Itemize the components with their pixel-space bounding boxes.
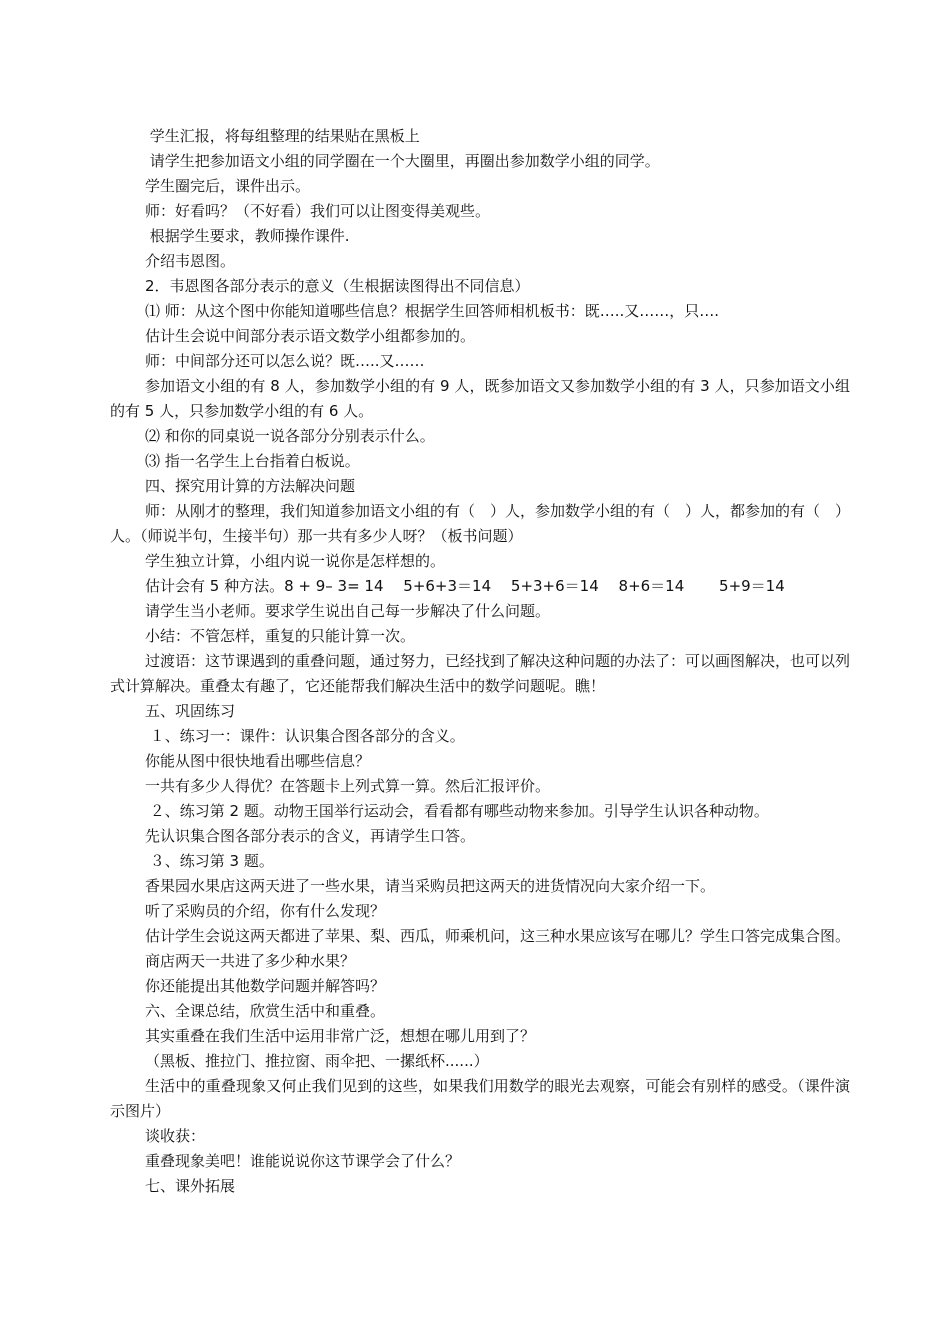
paragraph-4: 师：好看吗？（不好看）我们可以让图变得美观些。 [145, 202, 491, 220]
paragraph-28: 香果园水果店这两天进了一些水果，请当采购员把这两天的进货情况向大家介绍一下。 [145, 877, 716, 895]
paragraph-20: 过渡语：这节课遇到的重叠问题，通过努力，已经找到了解决这种问题的办法了：可以画图解决，也可以列式计算解决。重叠太有趣了，它还能帮我们解决生活中的数学问题呢。瞧！ [110, 652, 851, 695]
paragraph-38: 重叠现象美吧！谁能说说你这节课学会了什么？ [145, 1152, 461, 1170]
paragraph-32: 你还能提出其他数学问题并解答吗？ [145, 977, 386, 995]
section-heading-7: 七、课外拓展 [145, 1177, 236, 1195]
paragraph-18: 请学生当小老师。要求学生说出自己每一步解决了什么问题。 [145, 602, 551, 620]
paragraph-31: 商店两天一共进了多少种水果？ [145, 952, 356, 970]
paragraph-19: 小结：不管怎样，重复的只能计算一次。 [145, 627, 416, 645]
document-body [110, 124, 850, 1199]
paragraph-25: ２、练习第 2 题。动物王国举行运动会，看看都有哪些动物来参加。引导学生认识各种动物。 [145, 802, 769, 820]
section-heading-2: 2．韦恩图各部分表示的意义（生根据读图得出不同信息） [145, 277, 530, 295]
paragraph-30: 估计学生会说这两天都进了苹果、梨、西瓜，师乘机问，这三种水果应该写在哪儿？学生口答完成集合图。 [145, 927, 851, 945]
section-heading-4: 四、探究用计算的方法解决问题 [145, 477, 356, 495]
paragraph-22: １、练习一：课件：认识集合图各部分的含义。 [145, 727, 465, 745]
paragraph-17: 估计会有 5 种方法。8 + 9– 3= 14 5+6+3＝14 5+3+6＝14 8+6＝14 5+9＝14 [145, 577, 785, 595]
paragraph-11: 参加语文小组的有 8 人，参加数学小组的有 9 人，既参加语文又参加数学小组的有 3 人，只参加语文小组的有 5 人，只参加数学小组的有 6 人。 [110, 377, 850, 420]
paragraph-12: ⑵ 和你的同桌说一说各部分分别表示什么。 [145, 427, 435, 445]
paragraph-36: 生活中的重叠现象又何止我们见到的这些，如果我们用数学的眼光去观察，可能会有别样的感受。（课件演示图片） [110, 1077, 850, 1120]
paragraph-3: 学生圈完后，课件出示。 [145, 177, 311, 195]
paragraph-8: ⑴ 师：从这个图中你能知道哪些信息？根据学生回答师相机板书：既…..又……，只…. [145, 302, 720, 320]
paragraph-9: 估计生会说中间部分表示语文数学小组都参加的。 [145, 327, 476, 345]
paragraph-29: 听了采购员的介绍，你有什么发现？ [145, 902, 386, 920]
paragraph-15: 师：从刚才的整理，我们知道参加语文小组的有（ ）人，参加数学小组的有（ ）人，都参加的有（ ）人。（师说半句，生接半句）那一共有多少人呀？（板书问题） [110, 502, 851, 545]
paragraph-5: 根据学生要求，教师操作课件. [145, 227, 350, 245]
paragraph-10: 师：中间部分还可以怎么说？既…..又…… [145, 352, 425, 370]
paragraph-24: 一共有多少人得优？在答题卡上列式算一算。然后汇报评价。 [145, 777, 551, 795]
paragraph-37: 谈收获： [145, 1127, 206, 1145]
paragraph-35: （黑板、推拉门、推拉窗、雨伞把、一摞纸杯......） [145, 1052, 489, 1070]
paragraph-13: ⑶ 指一名学生上台指着白板说。 [145, 452, 360, 470]
paragraph-26: 先认识集合图各部分表示的含义，再请学生口答。 [145, 827, 476, 845]
paragraph-34: 其实重叠在我们生活中运用非常广泛，想想在哪儿用到了？ [145, 1027, 536, 1045]
paragraph-6: 介绍韦恩图。 [145, 252, 236, 270]
section-heading-6: 六、全课总结，欣赏生活中和重叠。 [145, 1002, 386, 1020]
section-heading-5: 五、巩固练习 [145, 702, 236, 720]
paragraph-23: 你能从图中很快地看出哪些信息？ [145, 752, 371, 770]
paragraph-2: 请学生把参加语文小组的同学圈在一个大圈里，再圈出参加数学小组的同学。 [145, 152, 660, 170]
paragraph-16: 学生独立计算，小组内说一说你是怎样想的。 [145, 552, 446, 570]
paragraph-27: ３、练习第 3 题。 [145, 852, 274, 870]
paragraph-1: 学生汇报，将每组整理的结果贴在黑板上 [145, 127, 420, 145]
